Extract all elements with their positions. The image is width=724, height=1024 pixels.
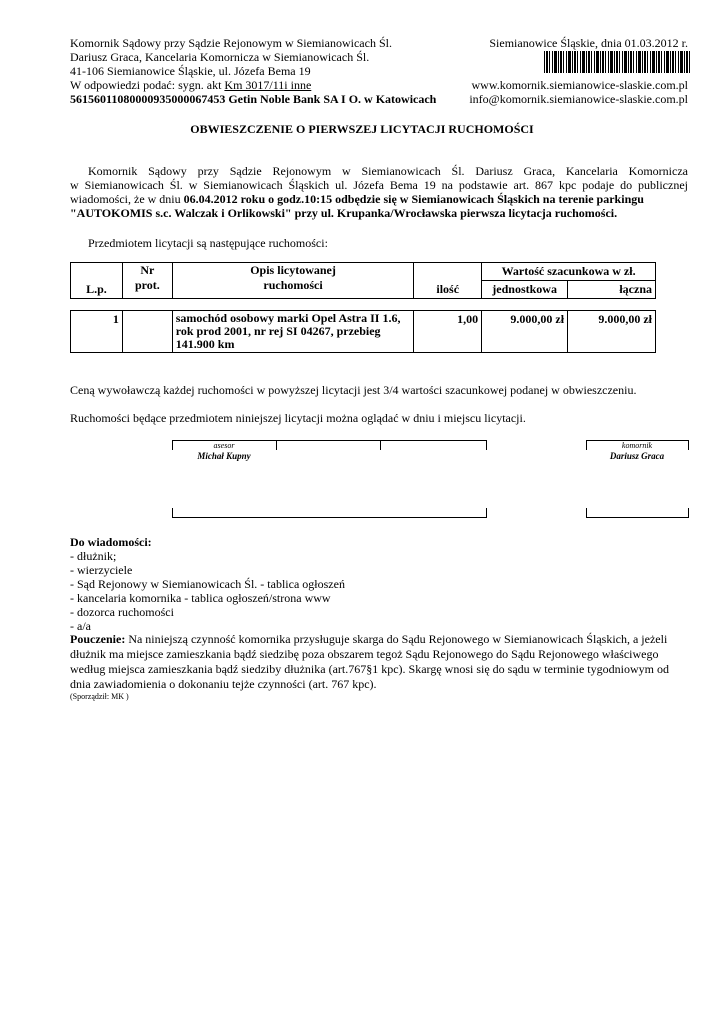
auction-place: "AUTOKOMIS s.c. Walczak i Orlikowski" przy ul. Krupanka/Wrocławska pierwsza licytacja ruchomości. bbox=[70, 206, 618, 220]
col-ilosc: ilość bbox=[414, 263, 482, 299]
row-nr bbox=[122, 311, 172, 353]
intro-line-3-prefix: wiadomości, że w dniu bbox=[70, 192, 181, 206]
signature-right-role: komornik bbox=[621, 441, 653, 450]
items-header-table bbox=[70, 262, 656, 299]
list-item: - a/a bbox=[70, 619, 91, 633]
list-item: - dłużnik; bbox=[70, 549, 117, 563]
viewing-note: Ruchomości będące przedmiotem niniejszej licytacji można oglądać w dniu i miejscu licytacji. bbox=[70, 411, 526, 425]
notice-heading: Do wiadomości: bbox=[70, 535, 152, 549]
signature-left-name: Michał Kupny bbox=[197, 451, 251, 461]
email-link[interactable]: info@komornik.siemianowice-slaskie.com.pl bbox=[469, 92, 688, 106]
pouczenie-line-3: według miejsca zamieszkania bądź siedziby dłużnika (art.767§1 kpc). Skargę wnosi się do sądu w terminie tygodniowym od bbox=[70, 662, 669, 676]
barcode-icon bbox=[544, 51, 690, 73]
row-jednostkowa: 9.000,00 zł bbox=[482, 311, 568, 353]
document-title: OBWIESZCZENIE O PIERWSZEJ LICYTACJI RUCHOMOŚCI bbox=[190, 122, 534, 136]
office-line-2: Dariusz Graca, Kancelaria Komornicza w Siemianowicach Śl. bbox=[70, 50, 370, 64]
case-number: Km 3017/11i inne bbox=[224, 78, 312, 92]
signature-right-name: Dariusz Graca bbox=[609, 451, 665, 461]
website-link[interactable]: www.komornik.siemianowice-slaskie.com.pl bbox=[471, 78, 688, 92]
row-opis-line2: rok prod 2001, nr rej SI 04267, przebieg bbox=[175, 324, 381, 338]
table-row bbox=[71, 311, 656, 353]
pouczenie-line-4: dnia zawiadomienia o dokonaniu tejże czynności (art. 767 kpc). bbox=[70, 677, 377, 691]
intro-line-3 bbox=[70, 192, 688, 206]
col-wartosc: Wartość szacunkowa w zł. bbox=[482, 263, 656, 281]
row-opis-line3: 141.900 km bbox=[175, 337, 235, 351]
bank-account: 56156011080000935000067453 Getin Noble Bank SA I O. w Katowicach bbox=[70, 92, 437, 106]
reply-prefix: W odpowiedzi podać: sygn. akt bbox=[70, 78, 225, 92]
row-lp: 1 bbox=[71, 311, 123, 353]
pouczenie-text-1: Na niniejszą czynność komornika przysługuje skarga do Sądu Rejonowego w Siemianowicach Śląskich, a jeżeli bbox=[125, 632, 668, 646]
pouczenie-line-1 bbox=[70, 632, 667, 646]
pouczenie-label: Pouczenie: bbox=[70, 632, 126, 646]
list-item: - dozorca ruchomości bbox=[70, 605, 174, 619]
reply-reference bbox=[70, 78, 311, 92]
subject-intro: Przedmiotem licytacji są następujące ruchomości: bbox=[88, 236, 328, 250]
col-nr-line1: Nr bbox=[140, 263, 155, 277]
col-jednostkowa: jednostkowa bbox=[482, 281, 568, 299]
office-address: 41-106 Siemianowice Śląskie, ul. Józefa Bema 19 bbox=[70, 64, 311, 78]
list-item: - wierzyciele bbox=[70, 563, 133, 577]
auction-date-location: 06.04.2012 roku o godz.10:15 odbędzie się w Siemianowicach Śląskich na terenie parkingu bbox=[183, 192, 644, 206]
col-nr-line2: prot. bbox=[134, 278, 160, 292]
row-ilosc: 1,00 bbox=[414, 311, 482, 353]
col-opis-line1: Opis licytowanej bbox=[250, 263, 336, 277]
place-date: Siemianowice Śląskie, dnia 01.03.2012 r. bbox=[489, 36, 688, 50]
row-opis bbox=[172, 311, 414, 353]
prepared-by: (Sporządził: MK ) bbox=[70, 692, 129, 701]
signature-left-role: asesor bbox=[213, 441, 235, 450]
office-line-1: Komornik Sądowy przy Sądzie Rejonowym w Siemianowicach Śl. bbox=[70, 36, 392, 50]
intro-line-1: Komornik Sądowy przy Sądzie Rejonowym w Siemianowicach Śl. Dariusz Graca, Kancelaria Komornicza bbox=[88, 164, 688, 178]
col-laczna: łączna bbox=[568, 281, 656, 299]
col-nr bbox=[122, 263, 172, 299]
col-lp: L.p. bbox=[71, 263, 123, 299]
col-opis bbox=[172, 263, 413, 299]
items-data-table bbox=[70, 310, 656, 353]
intro-line-2: w Siemianowicach Śl. w Siemianowicach Śląskich ul. Józefa Bema 19 na podstawie art. 867 kpc podaje do publicznej bbox=[70, 178, 688, 192]
pouczenie-line-2: dłużnik ma miejsce zamieszkania bądź siedzibę poza obszarem tegoż Sądu Rejonowego do Sądu Rejonowego właściwego bbox=[70, 647, 659, 661]
price-note: Ceną wywoławczą każdej ruchomości w powyższej licytacji jest 3/4 wartości szacunkowej podanej w obwieszczeniu. bbox=[70, 383, 637, 397]
list-item: - kancelaria komornika - tablica ogłoszeń/strona www bbox=[70, 591, 331, 605]
row-opis-line1: samochód osobowy marki Opel Astra II 1.6, bbox=[175, 311, 401, 325]
col-opis-line2: ruchomości bbox=[263, 278, 323, 292]
row-laczna: 9.000,00 zł bbox=[568, 311, 656, 353]
list-item: - Sąd Rejonowy w Siemianowicach Śl. - tablica ogłoszeń bbox=[70, 577, 345, 591]
